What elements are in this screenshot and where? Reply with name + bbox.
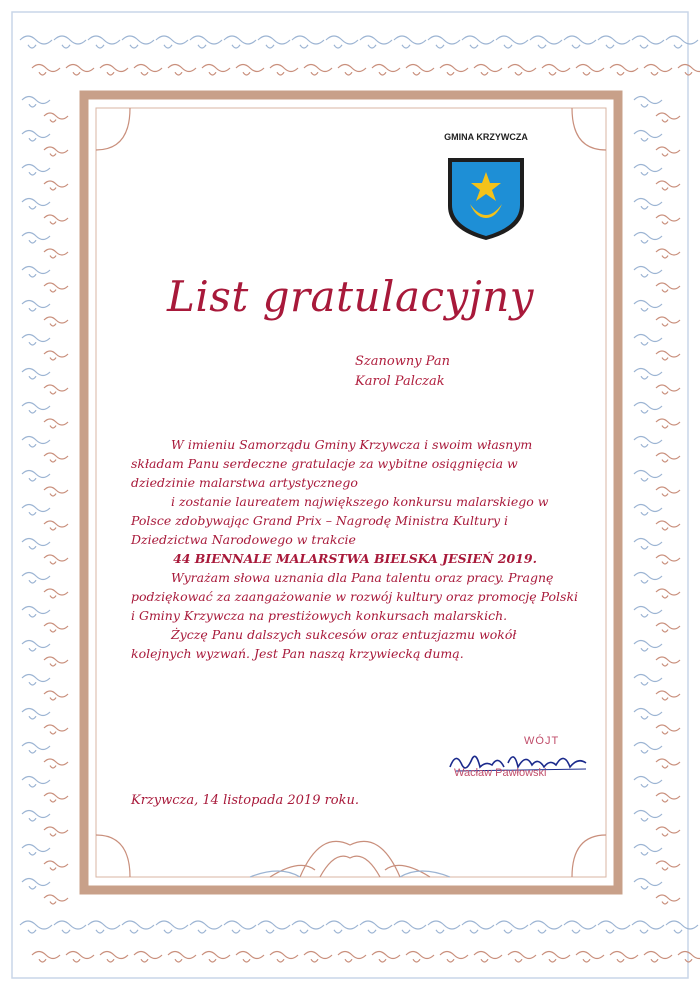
body-paragraph-1: W imieniu Samorządu Gminy Krzywcza i swoim własnym składam Panu serdeczne gratulacje za wybitne osiągnięcia w dziedzinie malarstwa artystycznego [131,437,533,490]
emblem-title: GMINA KRZYWCZA [444,132,528,142]
addressee-name: Karol Palczak [355,374,445,389]
addressee [355,352,450,392]
signature-name: Wacław Pawłowski [454,767,547,779]
body-paragraph-3: Wyrażam słowa uznania dla Pana talentu oraz pracy. Pragnę podziękować za zaangażowanie w rozwój kultury oraz promocję Polski i Gminy Krzywcza na prestiżowych konkursach malarskich. [131,570,579,623]
signature-title: WÓJT [524,735,560,747]
body-paragraph-4: Życzę Panu dalszych sukcesów oraz entuzjazmu wokół kolejnych wyzwań. Jest Pan naszą krzywiecką dumą. [131,627,517,661]
event-name: 44 BIENNALE MALARSTWA BIELSKA JESIEŃ 2019. [173,551,537,566]
body-paragraph-2: i zostanie laureatem największego konkursu malarskiego w Polsce zdobywając Grand Prix – Nagrodę Ministra Kultury i Dziedzictwa Narodowego w trakcie [131,494,549,547]
coat-of-arms [440,132,532,244]
shield-icon [440,144,532,244]
document-title: List gratulacyjny [166,272,535,321]
letter-body [131,435,579,663]
place-and-date: Krzywcza, 14 listopada 2019 roku. [131,793,360,808]
addressee-salutation: Szanowny Pan [355,354,450,369]
